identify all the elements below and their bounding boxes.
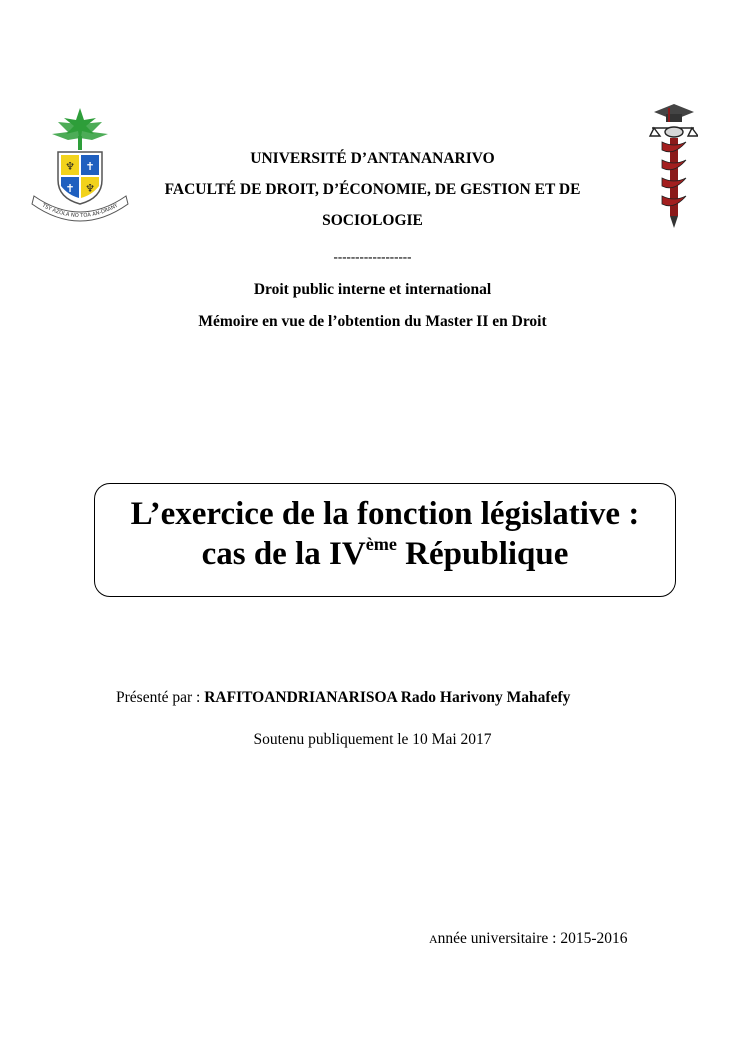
separator-line: ------------------ bbox=[333, 249, 412, 264]
faculty-name-line1: FACULTÉ DE DROIT, D’ÉCONOMIE, DE GESTION ET DE bbox=[164, 181, 581, 198]
academic-year bbox=[429, 930, 628, 948]
thesis-title-line1: L’exercice de la fonction législative : bbox=[130, 496, 640, 532]
svg-text:♆: ♆ bbox=[65, 160, 75, 173]
academic-year-initial: A bbox=[429, 932, 438, 946]
motto-text: TSY AZOLA NO TOA AN-DRANY bbox=[40, 202, 120, 220]
thesis-title-box bbox=[94, 483, 676, 597]
defense-date: Soutenu publiquement le 10 Mai 2017 bbox=[253, 731, 492, 748]
faculty-name-line2: SOCIOLOGIE bbox=[322, 212, 423, 229]
laurel-tree-icon bbox=[52, 108, 108, 150]
scales-icon bbox=[650, 127, 698, 137]
university-name: UNIVERSITÉ D’ANTANANARIVO bbox=[250, 150, 495, 167]
svg-text:✝: ✝ bbox=[85, 160, 95, 173]
degree-subtitle: Mémoire en vue de l’obtention du Master II en Droit bbox=[198, 313, 547, 330]
academic-year-value: 2015-2016 bbox=[560, 930, 628, 947]
academic-year-label: nnée universitaire : bbox=[437, 930, 561, 947]
title-line2-post: République bbox=[396, 536, 569, 572]
svg-text:♆: ♆ bbox=[85, 182, 95, 195]
presenter-name: RAFITOANDRIANARISOA Rado Harivony Mahafefy bbox=[204, 689, 571, 706]
title-line2-superscript: ème bbox=[365, 534, 397, 554]
thesis-title-line2 bbox=[95, 536, 675, 573]
svg-text:✝: ✝ bbox=[65, 182, 75, 195]
department-name: Droit public interne et international bbox=[253, 281, 492, 298]
presenter-label: Présenté par : bbox=[116, 689, 205, 706]
presenter-line bbox=[116, 689, 570, 707]
title-line2-pre: cas de la IV bbox=[201, 536, 366, 572]
mortarboard-icon bbox=[654, 104, 694, 122]
